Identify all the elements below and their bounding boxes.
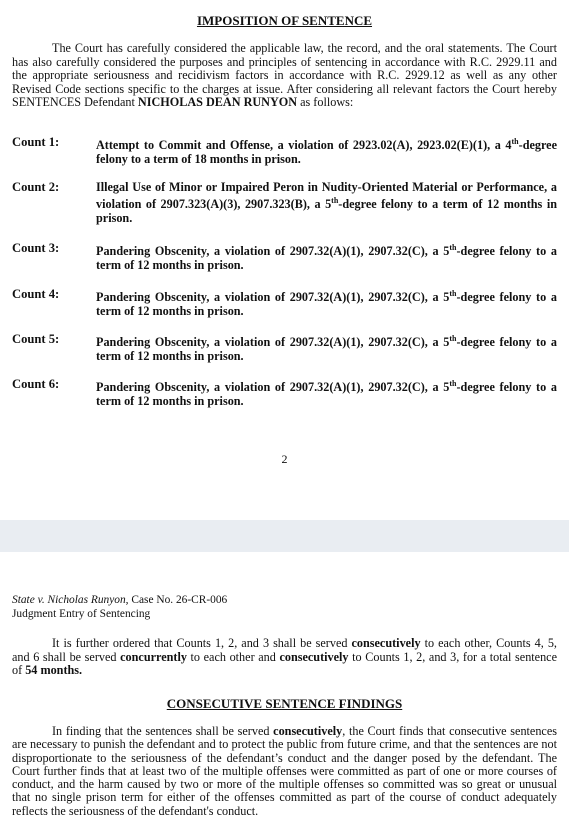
page-number: 2 (281, 452, 288, 466)
count-4-label: Count 4: (12, 287, 60, 301)
section-heading-imposition: IMPOSITION OF SENTENCE (196, 13, 373, 28)
count-2-label: Count 2: (12, 180, 60, 194)
count-6-label: Count 6: (12, 377, 60, 391)
document-page-2 (0, 552, 569, 839)
intro-paragraph: The Court has carefully considered the applicable law, the record, and the oral statements. The Court has also carefully considered the purposes and principles of sentencing in accordance with R.C. 2929.11 and the appropriate seriousness and recidivism factors in accordance with R.C. 2929.12 as well as any other Revised Code sections specific to the charges at issue. After considering all relevant factors the Court hereby SENTENCES Defendant NICHOLAS DEAN RUNYON as follows: (12, 41, 557, 110)
count-5-text: Pandering Obscenity, a violation of 2907.32(A)(1), 2907.32(C), a 5th-degree felony to a term of 12 months in prison. (96, 334, 557, 364)
case-caption: State v. Nicholas Runyon, Case No. 26-CR-006 Judgment Entry of Sentencing (12, 594, 228, 620)
count-4-text: Pandering Obscenity, a violation of 2907.32(A)(1), 2907.32(C), a 5th-degree felony to a term of 12 months in prison. (96, 289, 557, 319)
defendant-name: NICHOLAS DEAN RUNYON (137, 95, 298, 110)
count-5-label: Count 5: (12, 332, 60, 346)
total-sentence: 54 months. (25, 663, 83, 678)
section-heading-consecutive: CONSECUTIVE SENTENCE FINDINGS (166, 696, 403, 711)
document-title: Judgment Entry of Sentencing (12, 607, 151, 620)
order-paragraph: It is further ordered that Counts 1, 2, and 3 shall be served consecutively to each other, Counts 4, 5, and 6 shall be served concurrently to each other and consecutively to Counts 1, 2, and 3, for a total sentence of 54 months. (12, 636, 557, 678)
count-1-label: Count 1: (12, 135, 60, 149)
findings-paragraph: In finding that the sentences shall be served consecutively, the Court finds that consecutive sentences are necessary to punish the defendant and to protect the public from future crime, and that the sentences are not disproportionate to the seriousness of the defendant’s conduct and the danger posed by the defendant. The Court further finds that at least two of the multiple offenses were committed as part of one or more courses of conduct, and the harm caused by two or more of the multiple offenses so committed was so great or unusual that no single prison term for either of the offenses committed as part of the course of conduct adequately reflects the seriousness of the defendant's conduct. (12, 724, 557, 818)
count-6-text: Pandering Obscenity, a violation of 2907.32(A)(1), 2907.32(C), a 5th-degree felony to a term of 12 months in prison. (96, 379, 557, 409)
count-3-label: Count 3: (12, 241, 60, 255)
page-break-gap (0, 520, 569, 552)
count-3-text: Pandering Obscenity, a violation of 2907.32(A)(1), 2907.32(C), a 5th-degree felony to a term of 12 months in prison. (96, 243, 557, 273)
count-2-text: Illegal Use of Minor or Impaired Peron in Nudity-Oriented Material or Performance, a violation of 2907.323(A)(3), 2907.323(B), a 5th-degree felony to a term of 12 months in prison. (96, 180, 557, 226)
count-1-text: Attempt to Commit and Offense, a violation of 2923.02(A), 2923.02(E)(1), a 4th-degree felony to a term of 18 months in prison. (96, 137, 557, 167)
